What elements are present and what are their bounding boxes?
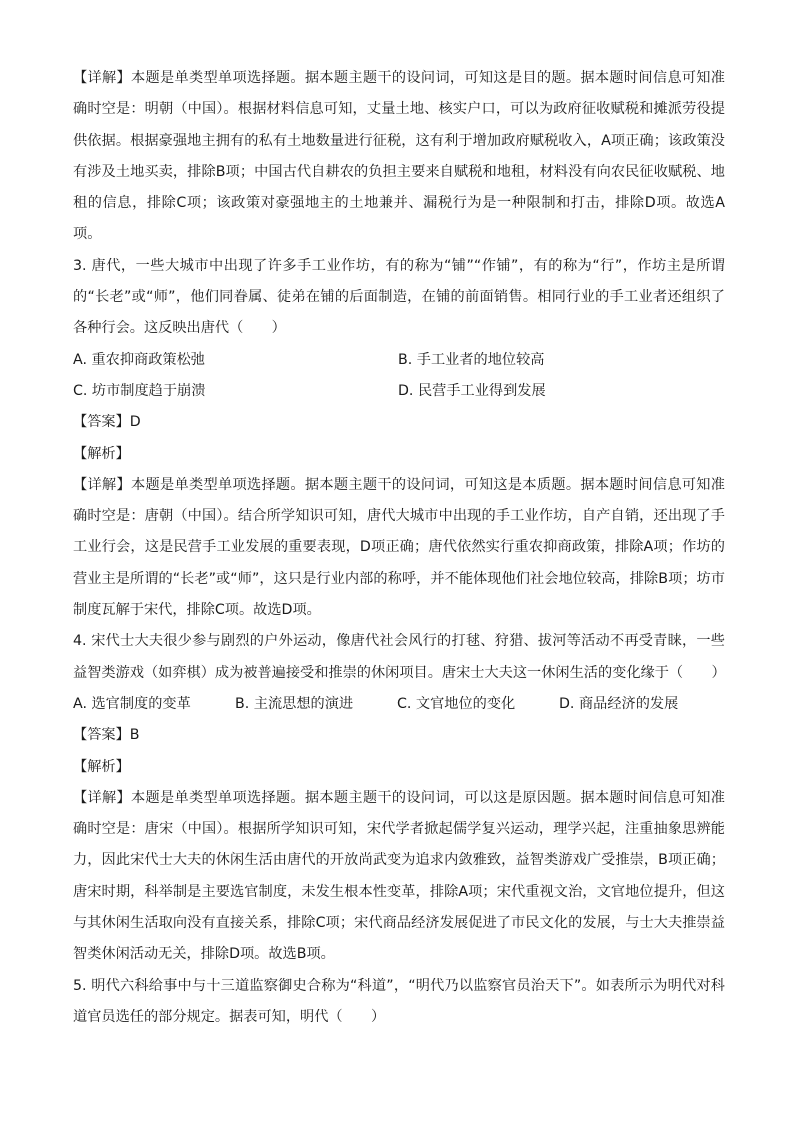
q4-option-a: A. 选官制度的变革 [73,695,191,712]
q3-analysis: 【解析】 [73,445,130,462]
q3-option-c: C. 坊市制度趋于崩溃 [73,382,206,399]
q4-option-c: C. 文官地位的变化 [397,695,516,712]
q3-detail: 【详解】本题是单类型单项选择题。据本题主题干的设问词，可知这是本质题。据本题时间信息可知准确时空是：唐朝（中国）。结合所学知识可知，唐代大城市中出现的手工业作坊，自产自销，还出现了手工业行会，这是民营手工业发展的重要表现，D项正确；唐代依然实行重农抑商政策，排除A项；作坊的营业主是所谓的“长老”或“师”，这只是行业内部的称呼，并不能体现他们社会地位较高，排除B项；坊市制度瓦解于宋代，排除C项。故选D项。 [73,476,725,619]
q4-detail: 【详解】本题是单类型单项选择题。据本题主题干的设问词，可以这是原因题。据本题时间信息可知准确时空是：唐宋（中国）。根据所学知识可知，宋代学者掀起儒学复兴运动，理学兴起，注重抽象思辨能力，因此宋代士大夫的休闲生活由唐代的开放尚武变为追求内敛雅致，益智类游戏广受推崇，B项正确；唐宋时期，科举制是主要选官制度，未发生根本性变革，排除A项；宋代重视文治，文官地位提升，但这与其休闲生活取向没有直接关系，排除C项；宋代商品经济发展促进了市民文化的发展，与士大夫推崇益智类休闲活动无关，排除D项。故选B项。 [73,789,725,963]
q3-option-a: A. 重农抑商政策松弛 [73,351,205,368]
q3-answer: 【答案】D [73,414,141,431]
document-page [73,63,725,1033]
q4-options [73,689,725,720]
q4-answer: 【答案】B [73,727,140,744]
q4-option-b: B. 主流思想的演进 [235,695,354,712]
q4-stem: 4. 宋代士大夫很少参与剧烈的户外运动，像唐代社会风行的打毬、狩猎、拔河等活动不再受青睐，一些益智类游戏（如弈棋）成为被普遍接受和推崇的休闲项目。唐宋士大夫这一休闲生活的变化缘于（ ） [73,633,726,681]
q5-stem: 5. 明代六科给事中与十三道监察御史合称为“科道”，“明代乃以监察官员治天下”。如表所示为明代对科道官员选任的部分规定。据表可知，明代（ ） [73,977,725,1025]
q4-option-d: D. 商品经济的发展 [559,695,679,712]
q2-detail: 【详解】本题是单类型单项选择题。据本题主题干的设问词，可知这是目的题。据本题时间信息可知准确时空是：明朝（中国）。根据材料信息可知，丈量土地、核实户口，可以为政府征收赋税和摊派劳役提供依据。根据豪强地主拥有的私有土地数量进行征税，这有利于增加政府赋税收入，A项正确；该政策没有涉及土地买卖，排除B项；中国古代自耕农的负担主要来自赋税和地租，材料没有向农民征收赋税、地租的信息，排除C项；该政策对豪强地主的土地兼并、漏税行为是一种限制和打击，排除D项。故选A项。 [73,70,725,243]
q3-option-d: D. 民营手工业得到发展 [398,382,546,399]
q3-stem: 3. 唐代，一些大城市中出现了许多手工业作坊，有的称为“铺”“作铺”，有的称为“行”，作坊主是所谓的“长老”或“师”，他们同眷属、徒弟在铺的后面制造，在铺的前面销售。相同行业的手工业者还组织了各种行会。这反映出唐代（ ） [73,257,725,337]
q3-option-b: B. 手工业者的地位较高 [398,351,545,368]
q4-analysis: 【解析】 [73,758,130,775]
q3-options [73,345,725,408]
